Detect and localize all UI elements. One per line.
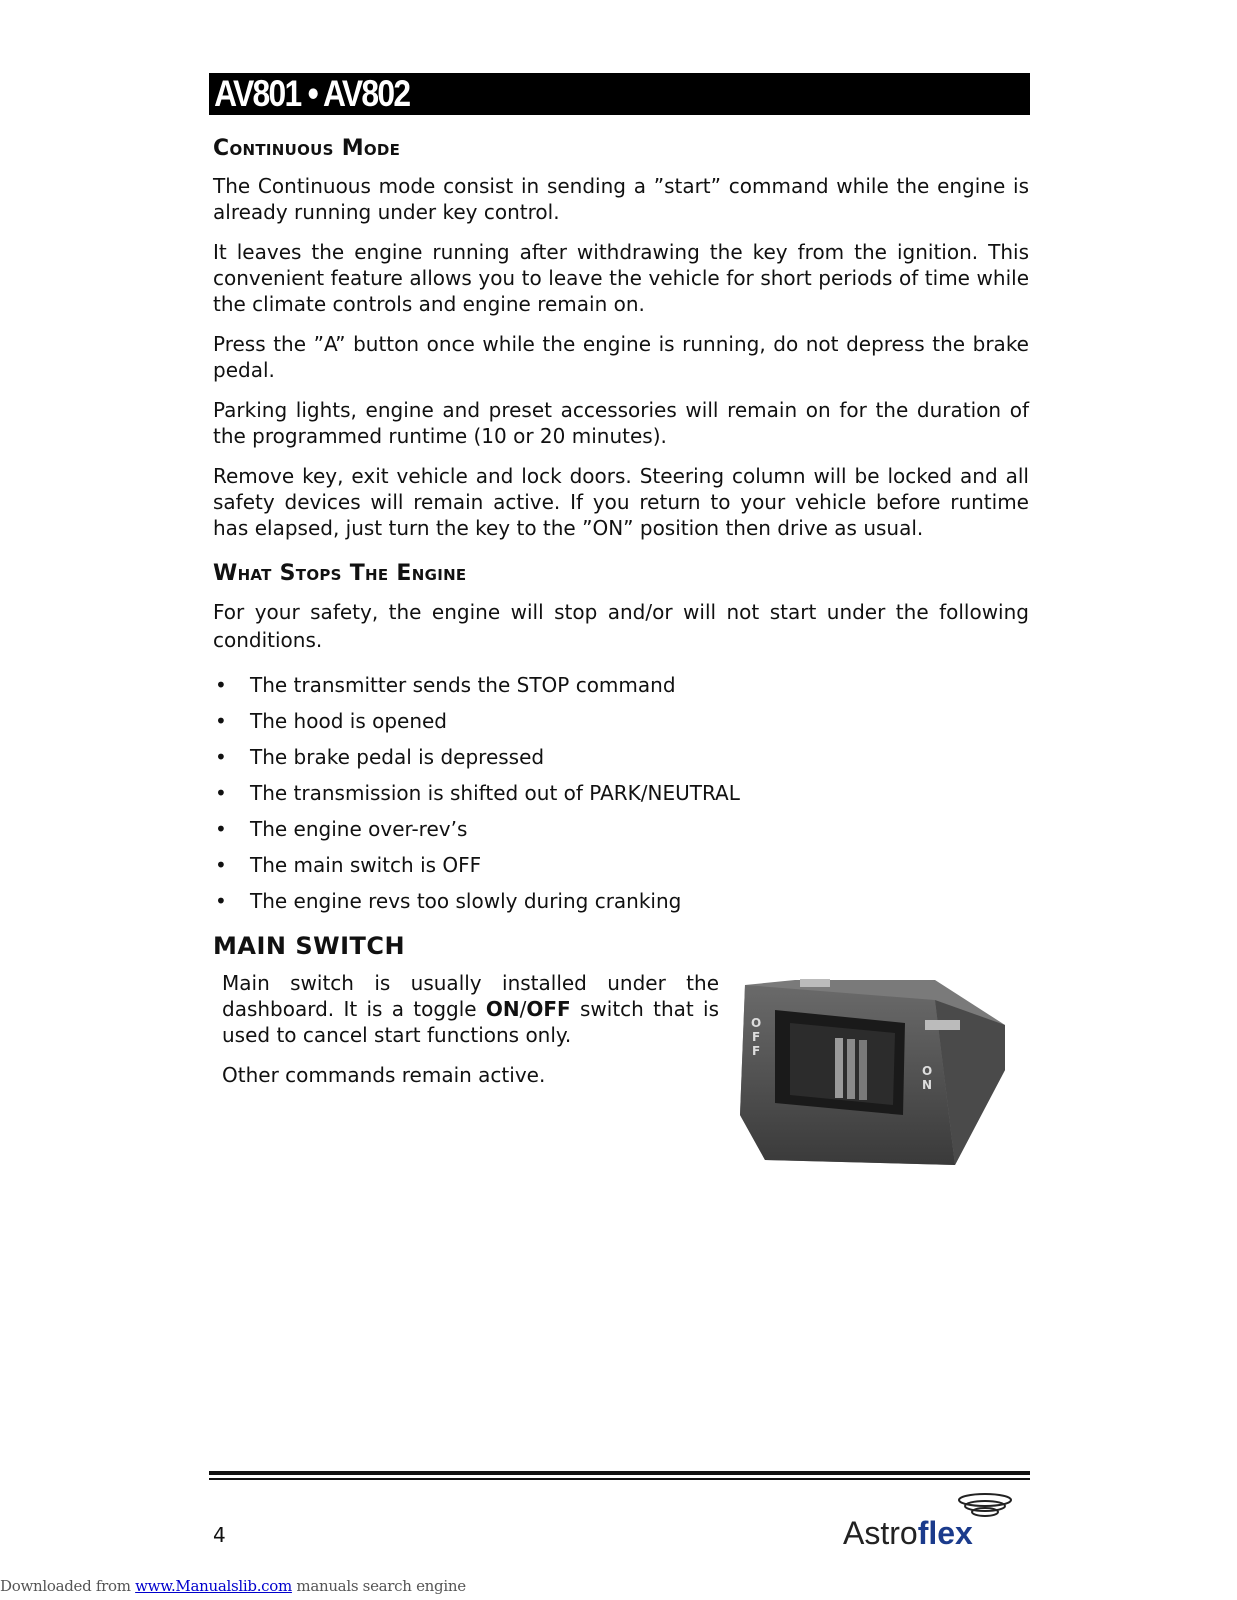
logo-text: Astroflex — [843, 1515, 973, 1551]
on-label — [922, 1064, 932, 1092]
what-stops-heading: What Stops The Engine — [213, 561, 467, 586]
main-switch-section — [213, 970, 1029, 1175]
download-note: Downloaded from www.Manualslib.com manuals search engine — [0, 1577, 466, 1595]
footer-rule-thick — [209, 1471, 1030, 1475]
main-switch-paragraph-1: Main switch is usually installed under the dashboard. It is a toggle ON/OFF switch that is used to cancel start functions only. — [222, 971, 720, 1047]
on-label-letter: N — [922, 1078, 933, 1092]
main-switch-paragraph-2: Other commands remain active. — [222, 1063, 546, 1087]
header-bar — [209, 73, 1030, 115]
list-item: • The transmission is shifted out of PARK/NEUTRAL — [215, 781, 740, 805]
continuous-paragraph-5: Remove key, exit vehicle and lock doors. Steering column will be locked and all safety devices will remain active. If you return to your vehicle before runtime has elapsed, just turn the key to the ”ON” position then drive as usual. — [213, 464, 1029, 540]
off-label-letter: F — [752, 1030, 761, 1044]
header-title: AV801 • AV802 — [214, 73, 410, 114]
list-item: • The engine revs too slowly during cranking — [215, 889, 682, 913]
continuous-mode-heading: Continuous Mode — [213, 136, 401, 161]
off-label-letter: F — [752, 1044, 761, 1058]
bullet-icon: • — [215, 673, 227, 697]
bullet-icon: • — [215, 853, 227, 877]
bullet-icon: • — [215, 745, 227, 769]
off-label — [751, 1016, 761, 1058]
bullet-icon: • — [215, 709, 227, 733]
main-switch-text — [213, 970, 719, 1175]
list-item: • The main switch is OFF — [215, 853, 482, 877]
continuous-paragraph-1: The Continuous mode consist in sending a ”start” command while the engine is already running under key control. — [213, 174, 1029, 224]
footer-rule-thin — [209, 1478, 1030, 1480]
on-label-letter: O — [922, 1064, 933, 1078]
astroflex-logo — [843, 1492, 1033, 1552]
bullet-icon: • — [215, 889, 227, 913]
stop-conditions-list — [213, 672, 1029, 914]
continuous-paragraph-4: Parking lights, engine and preset accessories will remain on for the duration of the programmed runtime (10 or 20 minutes). — [213, 398, 1029, 448]
off-label-letter: O — [751, 1016, 762, 1030]
manualslib-link[interactable]: www.Manualslib.com — [135, 1577, 292, 1595]
continuous-paragraph-2: It leaves the engine running after withdrawing the key from the ignition. This convenient feature allows you to leave the vehicle for short periods of time while the climate controls and engine remain on. — [213, 240, 1029, 316]
list-item: • The hood is opened — [215, 709, 448, 733]
page-content — [213, 128, 1029, 1175]
continuous-paragraph-3: Press the ”A” button once while the engine is running, do not depress the brake pedal. — [213, 332, 1029, 382]
bullet-icon: • — [215, 781, 227, 805]
toggle-switch-photo — [725, 975, 1025, 1175]
what-stops-intro: For your safety, the engine will stop and/or will not start under the following conditions. — [213, 600, 1029, 652]
page-number: 4 — [213, 1523, 226, 1547]
list-item: • The engine over-rev’s — [215, 817, 468, 841]
bullet-icon: • — [215, 817, 227, 841]
list-item: • The transmitter sends the STOP command — [215, 673, 676, 697]
main-switch-heading: MAIN SWITCH — [213, 932, 406, 960]
list-item: • The brake pedal is depressed — [215, 745, 545, 769]
